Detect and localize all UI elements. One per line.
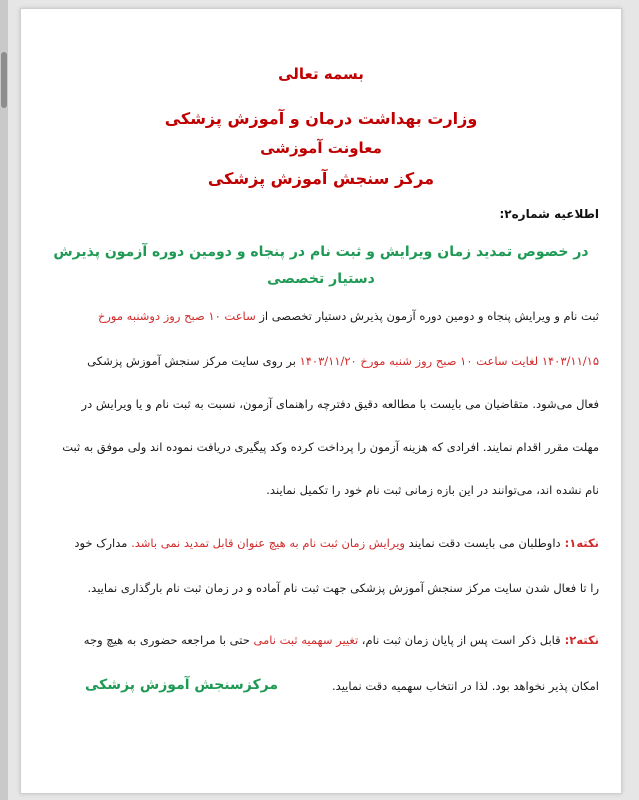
scrollbar-thumb[interactable] [1, 52, 7, 108]
body-line-3: فعال می‌شود. متقاضیان می بایست با مطالعه دقیق دفترچه راهنمای آزمون، نسبت به ثبت نام و یا ویرایش در [81, 397, 599, 411]
body-line-5: نام نشده اند، می‌توانند در این بازه زمانی ثبت نام خود را تکمیل نمایند. [266, 483, 599, 497]
body-text: ثبت نام و ویرایش پنجاه و دومین دوره آزمون پذیرش دستیار تخصصی از [255, 309, 599, 323]
body-line-2 [43, 354, 599, 368]
body-line-4: مهلت مقرر اقدام نمایند. افرادی که هزینه آزمون را پرداخت کرده وکد پیگیری دریافت نموده اند ولی موفق به ثبت [62, 440, 599, 454]
bismillah-heading: بسمه تعالی [278, 65, 364, 83]
note1-text: مدارک خود [74, 536, 132, 550]
body-text: بر روی سایت مرکز سنجش آموزش پزشکی [87, 354, 300, 368]
subject-line-1: در خصوص تمدید زمان ویرایش و ثبت نام در پنجاه و دومین دوره آزمون پذیرش [53, 244, 589, 260]
notice-subject [51, 239, 591, 293]
deputy-heading: معاونت آموزشی [260, 139, 382, 157]
document-page [20, 8, 622, 794]
ministry-heading: وزارت بهداشت درمان و آموزش پزشکی [164, 109, 478, 128]
body-highlight: ۱۴۰۳/۱۱/۱۵ لغایت ساعت ۱۰ صبح روز شنبه مورخ ۱۴۰۳/۱۱/۲۰ [299, 354, 599, 368]
scrollbar[interactable] [0, 0, 8, 800]
note2-line-2: امکان پذیر نخواهد بود. لذا در انتخاب سهمیه دقت نمایید. [332, 679, 599, 693]
note1-label: نکته۱: [560, 536, 599, 550]
notice-number: اطلاعیه شماره۲: [499, 207, 599, 221]
body-line-1 [43, 309, 599, 323]
note2-text: قابل ذکر است پس از پایان زمان ثبت نام، [358, 633, 561, 647]
note2-label: نکته۲: [560, 633, 599, 647]
document-content [21, 9, 621, 793]
note2-highlight: تغییر سهمیه ثبت نامی [253, 633, 359, 647]
center-heading: مرکز سنجش آموزش پزشکی [207, 169, 435, 188]
note1-line-1 [43, 536, 599, 550]
subject-line-2: دستیار تخصصی [267, 271, 375, 287]
note2-text: حتی با مراجعه حضوری به هیچ وجه [83, 633, 254, 647]
body-highlight: ساعت ۱۰ صبح روز دوشنبه مورخ [97, 309, 256, 323]
note1-text: داوطلبان می بایست دقت نمایند [404, 536, 561, 550]
note2-line-1 [43, 633, 599, 647]
signature: مرکزسنجش آموزش پزشکی [85, 677, 278, 693]
note1-highlight: ویرایش زمان ثبت نام به هیچ عنوان قابل تمدید نمی باشد. [131, 536, 405, 550]
note1-line-2: را تا فعال شدن سایت مرکز سنجش آموزش پزشکی جهت ثبت نام آماده و در زمان ثبت نام بارگذاری نمایید. [87, 581, 599, 595]
